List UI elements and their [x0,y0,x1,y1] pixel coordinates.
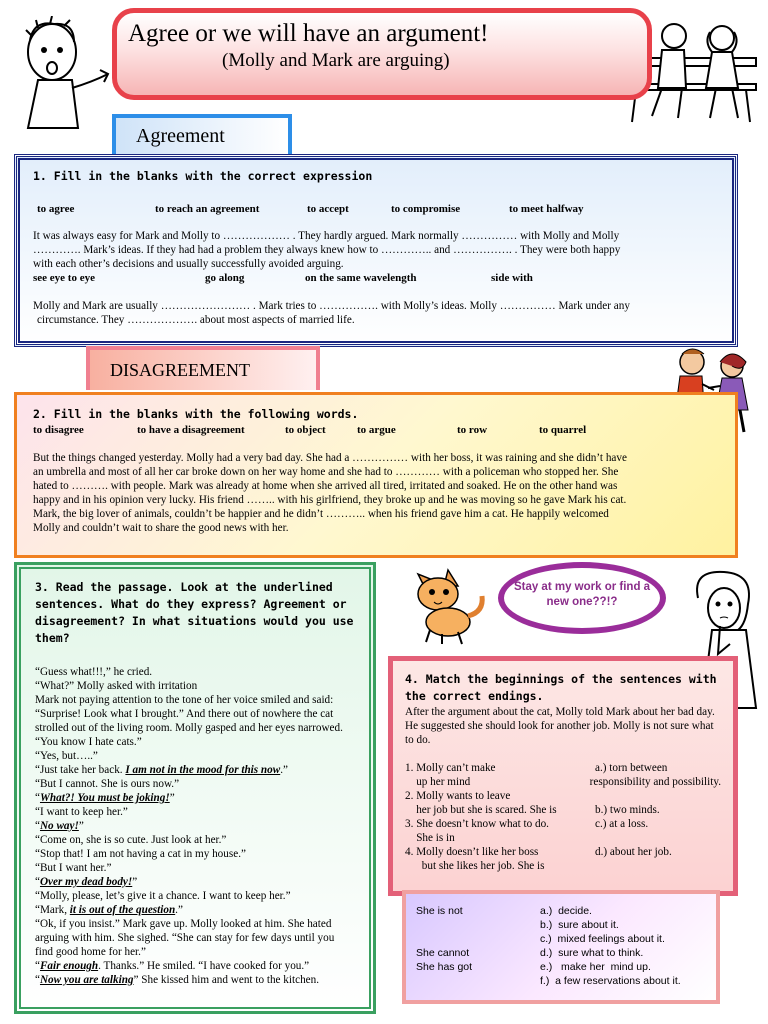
dialogue-text: “Molly, please, let’s give it a chance. I want to keep her.” [35,890,291,902]
dialogue-text: “What?” Molly asked with irritation [35,680,198,692]
expression-ending: c.) mixed feelings about it. [540,933,665,945]
dialogue-text: . Thanks.” He smiled. “I have cooked for you.” [98,960,310,972]
match-ending: b.) two minds. [595,804,660,816]
text-line: happy and in his opinion very lucky. His friend …….. with his girlfriend, they broke up and he was moving so he gave Mark his cat. [33,494,627,506]
text-line: But the things changed yesterday. Molly had a very bad day. She had a …………… with her boss, it was raining and she didn’t have [33,452,627,464]
dialogue-line [35,861,355,875]
expression-start: She has got [416,961,473,973]
match-row [405,789,721,803]
word-bank-item: side with [491,272,533,284]
exercise-4-intro: After the argument about the cat, Molly told Mark about her bad day. He suggested she should look for another job. Molly is not sure what to do. [405,706,715,746]
dialogue-text: “ [35,974,40,986]
dialogue-line [35,679,355,693]
word-bank-item: to reach an agreement [155,203,260,215]
match-ending: c.) at a loss. [595,818,649,830]
underlined-expression: I am not in the mood for this now [125,764,281,776]
dialogue-line [35,875,355,889]
underlined-expression: What?! You must be joking! [39,792,170,804]
match-ending: responsibility and possibility. [589,776,721,788]
expression-start [416,932,540,946]
dialogue-text: “Guess what!!!,” he cried. [35,666,153,678]
expression-start: She cannot [416,947,470,959]
match-row [405,859,721,873]
word-bank-item: to meet halfway [509,203,584,215]
dialogue-text: “Mark, [35,904,70,916]
dialogue-text: “I want to keep her.” [35,806,128,818]
exercise-1-paragraph-2 [33,299,719,327]
dialogue-text: “ [35,792,40,804]
dialogue-line [35,917,355,959]
dialogue-text: “ [35,960,40,972]
dialogue-line [35,763,355,777]
dialogue-line [35,959,355,973]
exercise-4-match-list [405,761,721,873]
text-line: Molly and Mark are usually …………………… . Mark tries to ……………. with Molly’s ideas. Molly …………… Mark under any [33,300,630,312]
expression-row [416,960,706,974]
word-bank-item: to compromise [391,203,461,215]
dialogue-text: ” She kissed him and went to the kitchen. [133,974,320,986]
exercise-1-word-bank-2 [33,271,719,285]
exercise-3-heading: 3. Read the passage. Look at the underlined sentences. What do they express? Agreement or disagreement? In what situations would you use them? [35,580,354,645]
expression-row [416,918,706,932]
expression-row [416,974,706,988]
word-bank-item: go along [205,272,245,284]
dialogue-text: “Just take her back. [35,764,126,776]
word-bank-item: to row [457,424,488,436]
thought-bubble: Stay at my work or find a new one??!? [498,562,666,634]
dialogue-text: “Come on, she is so cute. Just look at her.” [35,834,227,846]
exercise-1-word-bank [33,202,719,216]
dialogue-text: Mark not paying attention to the tone of her voice smiled and said: “Surprise! Look what I brought.” And there out of nowhere the cat strolled out of the living room. Molly gasped and her eyes narrowed. “You know I hate cats.” [35,694,343,748]
expression-row [416,932,706,946]
match-beginning: She is in [405,832,455,844]
word-bank-item: to have a disagreement [137,424,245,436]
dialogue-line [35,973,355,987]
agreement-heading: Agreement [112,114,292,154]
text-line: Molly and couldn’t wait to share the good news with her. [33,522,289,534]
word-bank-item: to agree [37,203,75,215]
text-line: …………. Mark’s ideas. If they had had a problem they always knew how to ………….. and ……………. . They were both happy [33,244,621,256]
match-row [405,803,721,817]
exercise-4-heading: 4. Match the beginnings of the sentences with the correct endings. [405,672,717,703]
dialogue-text: .” [280,764,288,776]
text-line: with each other’s decisions and usually successfully avoided arguing. [33,258,344,270]
dialogue-line [35,777,355,791]
expression-row [416,946,706,960]
word-bank-item: see eye to eye [33,272,95,284]
dialogue-text: ” [132,876,138,888]
expression-start [416,918,540,932]
text-line: It was always easy for Mark and Molly to ……………… . They hardly argued. Mark normally …………… with Molly and Molly [33,230,620,242]
match-row [405,761,721,775]
text-line: circumstance. They ………………. about most aspects of married life. [37,314,355,326]
underlined-expression: No way! [39,820,79,832]
dialogue-text: “ [35,876,40,888]
exercise-4-box [388,656,738,896]
expression-ending: b.) sure about it. [540,919,619,931]
dialogue-text: ” [169,792,175,804]
dialogue-line [35,693,355,749]
underlined-expression: it is out of the question [69,904,176,916]
underlined-expression: Fair enough [39,960,99,972]
dialogue-line [35,791,355,805]
dialogue-line [35,903,355,917]
dialogue-line [35,889,355,903]
exercise-5-box [402,890,720,1004]
underlined-expression: Over my dead body! [39,876,133,888]
expression-ending: d.) sure what to think. [540,947,644,959]
exercise-2-heading: 2. Fill in the blanks with the following words. [33,407,359,421]
expressions-match-list [416,904,706,988]
match-beginning: 2. Molly wants to leave [405,790,511,802]
match-beginning: but she likes her job. She is [405,860,545,872]
cat-illustration [404,564,488,646]
exercise-2-word-bank [33,423,719,437]
expression-ending: e.) make her mind up. [540,961,651,973]
dialogue-text: “But I want her.” [35,862,112,874]
match-ending: a.) torn between [595,762,668,774]
expression-start: She is not [416,905,463,917]
surprised-man-illustration [8,16,112,132]
disagreement-heading: DISAGREEMENT [86,346,320,390]
dialogue-line [35,665,355,679]
word-bank-item: to accept [307,203,349,215]
dialogue-line [35,819,355,833]
match-beginning: her job but she is scared. She is [405,804,557,816]
expression-start [416,974,540,988]
match-row [405,831,721,845]
word-bank-item: on the same wavelength [305,272,417,284]
exercise-3-dialogue [35,665,355,987]
expression-ending: a.) decide. [540,905,592,917]
dialogue-text: “Stop that! I am not having a cat in my house.” [35,848,246,860]
match-beginning: 3. She doesn’t know what to do. [405,818,549,830]
word-bank-item: to argue [357,424,396,436]
dialogue-text: ” [78,820,84,832]
match-beginning: 1. Molly can’t make [405,762,496,774]
match-beginning: 4. Molly doesn’t like her boss [405,846,539,858]
page-title: Agree or we will have an argument! [128,20,489,47]
dialogue-line [35,847,355,861]
page-subtitle: (Molly and Mark are arguing) [222,50,450,71]
exercise-3-box [14,562,376,1014]
text-line: hated to ………. with people. Mark was already at home when she arrived all tired, irritated and soaked. He on the other hand was [33,480,618,492]
dialogue-text: “But I cannot. She is ours now.” [35,778,180,790]
exercise-2-paragraph [33,451,719,535]
expression-ending: f.) a few reservations about it. [540,975,681,987]
exercise-2-box [14,392,738,558]
match-row [405,817,721,831]
match-row [405,845,721,859]
dialogue-line [35,749,355,763]
word-bank-item: to quarrel [539,424,587,436]
exercise-1-box [14,154,738,347]
match-beginning: up her mind [405,776,471,788]
match-row [405,775,721,789]
text-line: an umbrella and most of all her car broke down on her way home and she had to ………… with a policeman who stopped her. She [33,466,619,478]
underlined-expression: Now you are talking [39,974,134,986]
dialogue-text: “Yes, but…..” [35,750,98,762]
text-line: Mark, the big lover of animals, couldn’t be happier and he didn’t ……….. when his friend gave him a cat. He happily welcomed [33,508,609,520]
dialogue-text: .” [175,904,183,916]
word-bank-item: to object [285,424,326,436]
dialogue-line [35,805,355,819]
exercise-1-paragraph-1 [33,229,719,271]
dialogue-text: “Ok, if you insist.” Mark gave up. Molly looked at him. She hated arguing with him. She sighed. “She can stay for few days until you find good home for her.” [35,918,335,958]
word-bank-item: to disagree [33,424,84,436]
match-ending: d.) about her job. [595,846,672,858]
exercise-1-heading: 1. Fill in the blanks with the correct expression [33,169,373,183]
expression-row [416,904,706,918]
dialogue-line [35,833,355,847]
dialogue-text: “ [35,820,40,832]
